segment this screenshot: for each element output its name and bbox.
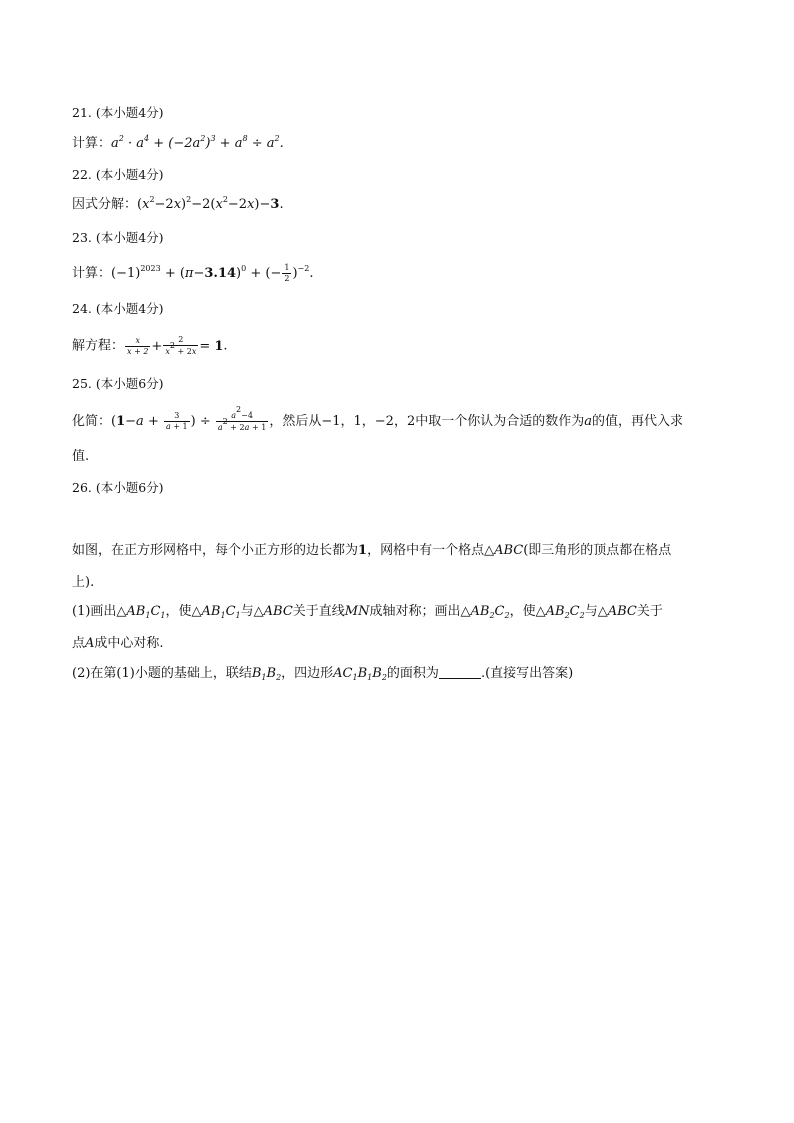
q26-p2-a: (2)在第(1)小题的基础上，联结 — [72, 666, 252, 681]
q23-prefix: 计算： — [72, 266, 112, 281]
q26-part1 — [72, 603, 663, 621]
q21-body — [72, 135, 284, 153]
q26-intro — [72, 542, 671, 560]
q26-p1-e: 成轴对称；画出 — [369, 604, 461, 619]
q26-intro-b: ，网格中有一个格点 — [367, 543, 485, 558]
q25-line2: 值. — [72, 449, 90, 464]
q26-intro-c: (即三角形的顶点都在格点 — [523, 543, 672, 558]
q25-after-expr: ，然后从 — [269, 414, 322, 429]
q25-tail: 中取一个你认为合适的数作为 — [415, 414, 585, 429]
q24-prefix: 解方程： — [72, 338, 125, 354]
q26-tri-ab1c1: $\triangle AB_1C_1$ — [116, 604, 166, 620]
q24-fraction-1: $\frac{x}{x + 2}$ — [127, 335, 149, 356]
q26-intro-a: 如图，在正方形网格中，每个小正方形的边长都为 — [72, 543, 359, 558]
q22-body — [72, 196, 284, 214]
q26-p1-c: 与 — [240, 604, 254, 619]
q21-header: 21. (本小题4分) — [72, 105, 164, 120]
q26-intro-line2: 上). — [72, 575, 95, 590]
q25-expression: (1−a + $\frac{3}{a + 1}$ ) ÷ $\frac{a^2-4}{a^2 + 2a + 1}$ — [111, 405, 267, 432]
q26-tri-ab1c1-b: $\triangle AB_1C_1$ — [191, 604, 241, 620]
q25-tail2: 的值，再代入求 — [592, 414, 684, 429]
q23-body — [72, 263, 313, 284]
q26-tri-abc-c: △ABC — [597, 604, 637, 619]
q26-p2-b: ，四边形 — [281, 666, 334, 681]
q23-expression: $(-1)^{2023} + (\pi-3.14)^0$ + (− $\frac{1}{2}$ )$^{-2}$ — [111, 263, 310, 283]
q26-p1-h: 关于 — [636, 604, 663, 619]
q24-header: 24. (本小题4分) — [72, 301, 164, 316]
q21-end: . — [279, 136, 284, 151]
q25-fraction-2: $\frac{a^2-4}{a^2 + 2a + 1}$ — [217, 405, 267, 432]
q26-point-a: A — [85, 636, 95, 651]
q26-p1-d: 关于直线 — [292, 604, 345, 619]
q26-p1-line2-b: 成中心对称. — [94, 636, 164, 651]
q26-p1-a: (1)画出 — [72, 604, 117, 619]
q24-body — [72, 335, 228, 357]
q26-part1-line2 — [72, 635, 164, 653]
q23-end: . — [309, 266, 314, 281]
q24-end: . — [223, 338, 228, 354]
q26-tri-ab2c2-b: $\triangle AB_2C_2$ — [535, 604, 585, 620]
q23-header: 23. (本小题4分) — [72, 230, 164, 245]
answer-blank[interactable] — [439, 666, 481, 679]
q26-p2-c: 的面积为 — [386, 666, 439, 681]
q24-fraction-2: $\frac{2}{x^2 + 2x}$ — [165, 335, 197, 356]
q26-tri-abc-b: △ABC — [253, 604, 293, 619]
q26-p1-b: ，使 — [165, 604, 192, 619]
q26-line-mn: MN — [344, 604, 370, 619]
q26-p1-line2-a: 点 — [72, 636, 86, 651]
q26-part2 — [72, 665, 573, 683]
q25-body — [72, 405, 684, 433]
q26-header: 26. (本小题6分) — [72, 480, 164, 495]
q23-fraction: $\frac{1}{2}$ — [284, 263, 290, 283]
q25-fraction-1: $\frac{3}{a + 1}$ — [165, 411, 188, 431]
q26-segment-b1b2: $B_1B_2$ — [251, 666, 282, 682]
q26-p2-d: .(直接写出答案) — [480, 666, 574, 681]
q25-prefix: 化简： — [72, 414, 112, 429]
q26-triangle-abc: △ABC — [484, 543, 524, 558]
q26-quad: $AC_1B_1B_2$ — [333, 666, 387, 682]
q22-end: . — [279, 197, 284, 212]
q24-expression: $\frac{x}{x + 2}$ + $\frac{2}{x^2 + 2x}$ = 1 — [127, 335, 224, 356]
q26-tri-ab2c2: $\triangle AB_2C_2$ — [460, 604, 510, 620]
q22-prefix: 因式分解： — [72, 197, 138, 212]
q25-values: −1，1，−2，2 — [321, 414, 416, 429]
q21-prefix: 计算： — [72, 136, 112, 151]
q26-intro-one: 1 — [358, 543, 368, 558]
q25-header: 25. (本小题6分) — [72, 376, 164, 391]
q26-p1-g: 与 — [584, 604, 598, 619]
q22-header: 22. (本小题4分) — [72, 167, 164, 182]
q26-p1-f: ，使 — [509, 604, 536, 619]
q22-expression: $(x^2-2x)^2-2(x^2-2x)-3$ — [137, 195, 280, 212]
q21-expression: $a^2 \cdot a^4 + (-2a^2)^3 + a^8 \div a^2$ — [111, 134, 280, 151]
q25-var-a: a — [584, 414, 592, 429]
